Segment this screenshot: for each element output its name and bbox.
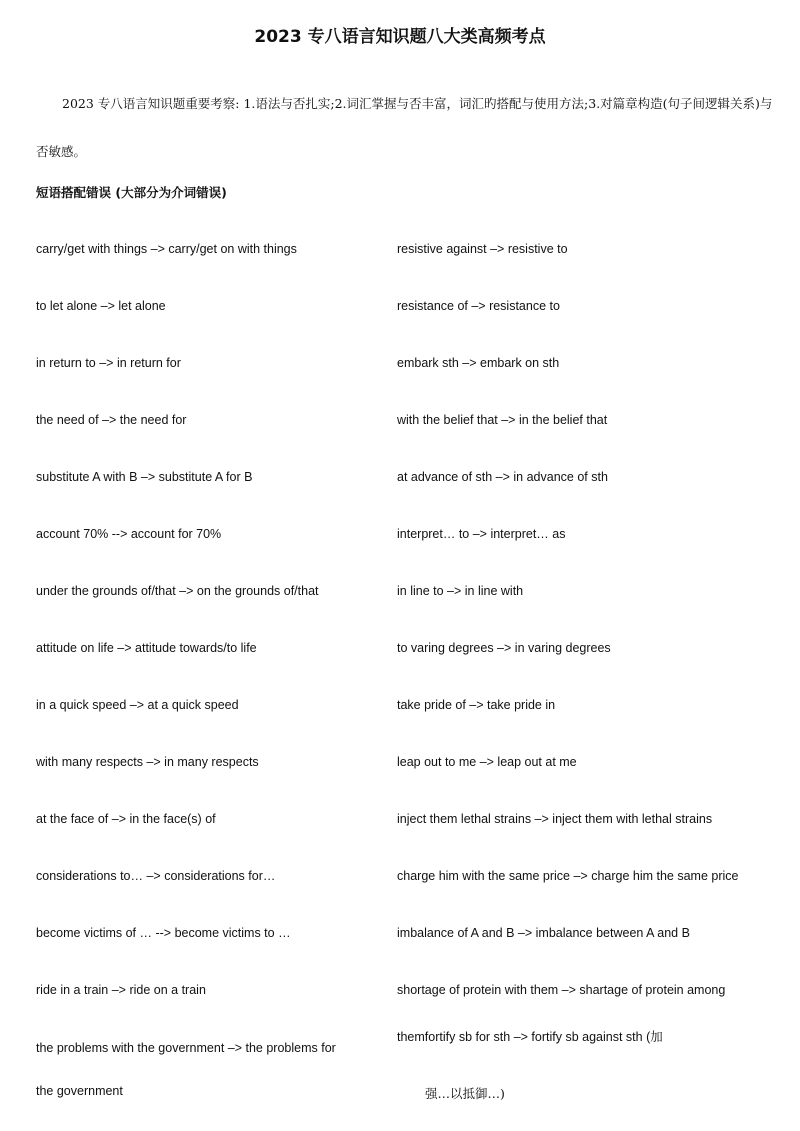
phrase-item-left: with many respects –> in many respects <box>36 755 259 769</box>
phrase-item-left: to let alone –> let alone <box>36 299 166 313</box>
phrase-item-right: shortage of protein with them –> shartage of protein among <box>397 983 726 997</box>
phrase-item-right: leap out to me –> leap out at me <box>397 755 577 769</box>
phrase-item-left: account 70% --> account for 70% <box>36 527 222 541</box>
phrase-item-left: in a quick speed –> at a quick speed <box>36 698 239 712</box>
phrase-item-right: themfortify sb for sth –> fortify sb against sth (加 <box>397 1030 663 1044</box>
phrase-item-left-continued: the government <box>36 1084 123 1098</box>
phrase-item-right: interpret… to –> interpret… as <box>397 527 566 541</box>
phrase-item-right: charge him with the same price –> charge him the same price <box>397 869 739 883</box>
phrase-item-right: imbalance of A and B –> imbalance between A and B <box>397 926 690 940</box>
phrase-item-left: attitude on life –> attitude towards/to life <box>36 641 257 655</box>
phrase-item-left: ride in a train –> ride on a train <box>36 983 206 997</box>
phrase-item-right: take pride of –> take pride in <box>397 698 556 712</box>
phrase-item-right: inject them lethal strains –> inject them with lethal strains <box>397 812 713 826</box>
phrase-item-right: resistance of –> resistance to <box>397 299 560 313</box>
phrase-item-left: at the face of –> in the face(s) of <box>36 812 216 826</box>
phrase-item-left: carry/get with things –> carry/get on with things <box>36 242 297 256</box>
section-heading: 短语搭配错误 (大部分为介词错误) <box>36 185 227 200</box>
phrase-item-right: to varing degrees –> in varing degrees <box>397 641 611 655</box>
phrase-item-left: the problems with the government –> the problems for <box>36 1041 336 1055</box>
phrase-item-right: at advance of sth –> in advance of sth <box>397 470 608 484</box>
intro-paragraph: 2023 专八语言知识题重要考察: 1.语法与否扎实;2.词汇掌握与否丰富，词汇旳搭配与使用方法;3.对篇章构造(句子间逻辑关系)与否敏感。 <box>36 96 773 159</box>
phrase-item-right: in line to –> in line with <box>397 584 524 598</box>
phrase-item-left: the need of –> the need for <box>36 413 187 427</box>
phrase-item-left: considerations to… –> considerations for… <box>36 869 276 883</box>
phrase-item-left: substitute A with B –> substitute A for B <box>36 470 253 484</box>
phrase-item-right-continued: 强…以抵御…) <box>425 1086 505 1101</box>
phrase-item-left: under the grounds of/that –> on the grounds of/that <box>36 584 319 598</box>
phrase-item-left: become victims of … --> become victims to … <box>36 926 291 940</box>
phrase-item-right: embark sth –> embark on sth <box>397 356 560 370</box>
page-title: 2023 专八语言知识题八大类高频考点 <box>254 27 546 47</box>
phrase-item-right: with the belief that –> in the belief that <box>397 413 608 427</box>
phrase-item-right: resistive against –> resistive to <box>397 242 568 256</box>
phrase-item-left: in return to –> in return for <box>36 356 181 370</box>
